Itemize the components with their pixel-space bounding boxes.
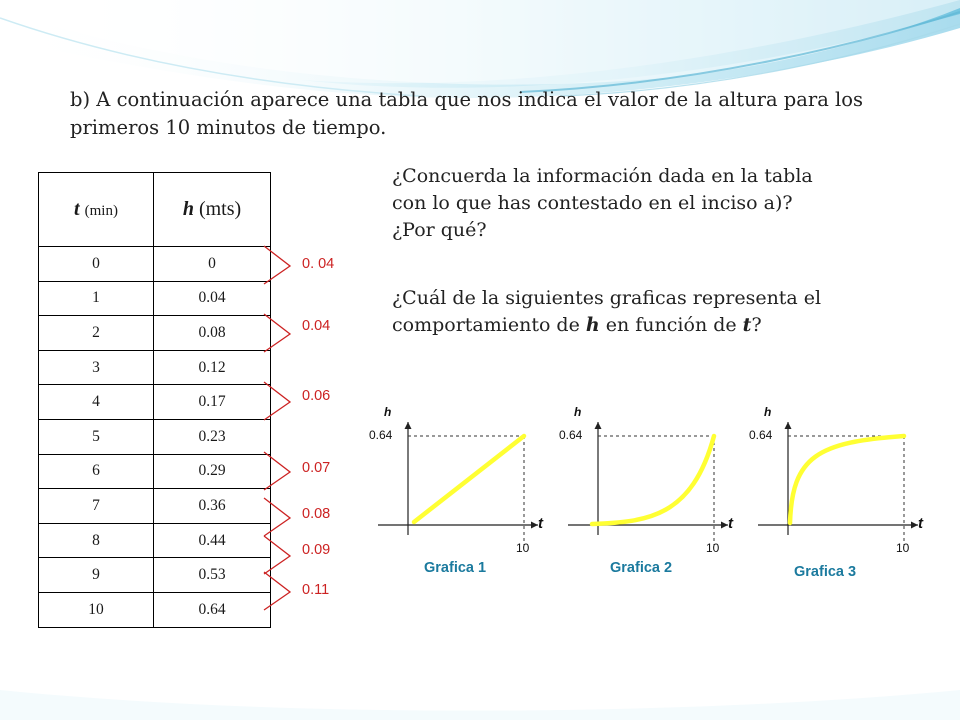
graph-caption: Grafica 3 [794,564,857,580]
cell-height: 0.17 [154,385,271,420]
x-axis-arrow [531,522,538,529]
table-row [39,592,271,627]
cell-time: 9 [39,558,154,593]
header-time-var: t [74,198,80,220]
cell-time: 1 [39,281,154,316]
cell-height: 0.12 [154,350,271,385]
header-height-unit: (mts) [198,198,242,220]
h-max-label: 0.64 [559,428,583,442]
cell-height: 0.36 [154,489,271,524]
t-axis-letter: t [918,515,923,532]
table-row [39,385,271,420]
table-row [39,489,271,524]
question2-part1: ¿Cuál de la siguientes graficas representa el comportamiento de [392,287,822,336]
table-body [39,247,271,628]
cell-time: 6 [39,454,154,489]
question1-line3: ¿Por qué? [392,219,487,241]
question1-line1: ¿Concuerda la información dada en la tabla [392,165,813,187]
difference-value: 0.06 [302,388,331,404]
h-axis-letter: h [574,405,582,419]
question1-line2: con lo que has contestado en el inciso a)? [392,192,793,214]
difference-value: 0.11 [302,582,330,598]
question-which-graph [392,285,862,339]
y-axis-arrow [405,422,412,429]
cell-time: 7 [39,489,154,524]
cell-time: 2 [39,316,154,351]
t-max-label: 10 [706,541,720,555]
t-axis-letter: t [728,515,733,532]
header-height [154,173,271,247]
table-row [39,316,271,351]
cell-height: 0.53 [154,558,271,593]
graph-curve [414,436,524,522]
cell-time: 8 [39,523,154,558]
question2-var-h: h [585,314,600,336]
t-axis-letter: t [538,515,543,532]
graph-3[interactable] [738,400,928,590]
x-axis-arrow [721,522,728,529]
h-axis-letter: h [764,405,772,419]
difference-value: 0.07 [302,460,331,476]
intro-text: b) A continuación aparece una tabla que nos indica el valor de la altura para los primeros 10 minutos de tiempo. [70,88,864,139]
difference-value: 0.08 [302,506,331,522]
table-row [39,281,271,316]
table-row [39,558,271,593]
cell-height: 0.44 [154,523,271,558]
h-max-label: 0.64 [749,428,773,442]
cell-height: 0.29 [154,454,271,489]
table-row [39,247,271,282]
difference-value: 0.09 [302,542,331,558]
graph-2[interactable] [548,400,738,590]
header-time [39,173,154,247]
graph-curve [592,436,714,524]
t-max-label: 10 [896,541,910,555]
x-axis-arrow [911,522,918,529]
question-table-agreement [392,163,862,244]
cell-height: 0.04 [154,281,271,316]
t-max-label: 10 [516,541,530,555]
table-row [39,523,271,558]
h-axis-letter: h [384,405,392,419]
cell-time: 4 [39,385,154,420]
difference-value: 0. 04 [302,256,335,272]
cell-height: 0.64 [154,592,271,627]
question2-part2: en función de [599,314,743,336]
header-time-unit: (min) [84,203,118,219]
graph-curve [790,436,904,523]
height-time-table [38,172,271,628]
question2-part3: ? [751,314,762,336]
h-max-label: 0.64 [369,428,393,442]
table-row [39,419,271,454]
difference-value: 0.04 [302,318,331,334]
cell-height: 0.08 [154,316,271,351]
table-row [39,350,271,385]
table-header-row [39,173,271,247]
cell-time: 0 [39,247,154,282]
cell-time: 10 [39,592,154,627]
cell-time: 5 [39,419,154,454]
y-axis-arrow [785,422,792,429]
graph-caption: Grafica 1 [424,560,487,576]
table-row [39,454,271,489]
cell-time: 3 [39,350,154,385]
question2-var-t: t [742,314,752,336]
header-height-var: h [182,198,194,220]
cell-height: 0 [154,247,271,282]
y-axis-arrow [595,422,602,429]
graph-1[interactable] [358,400,548,590]
cell-height: 0.23 [154,419,271,454]
graph-caption: Grafica 2 [610,560,673,576]
